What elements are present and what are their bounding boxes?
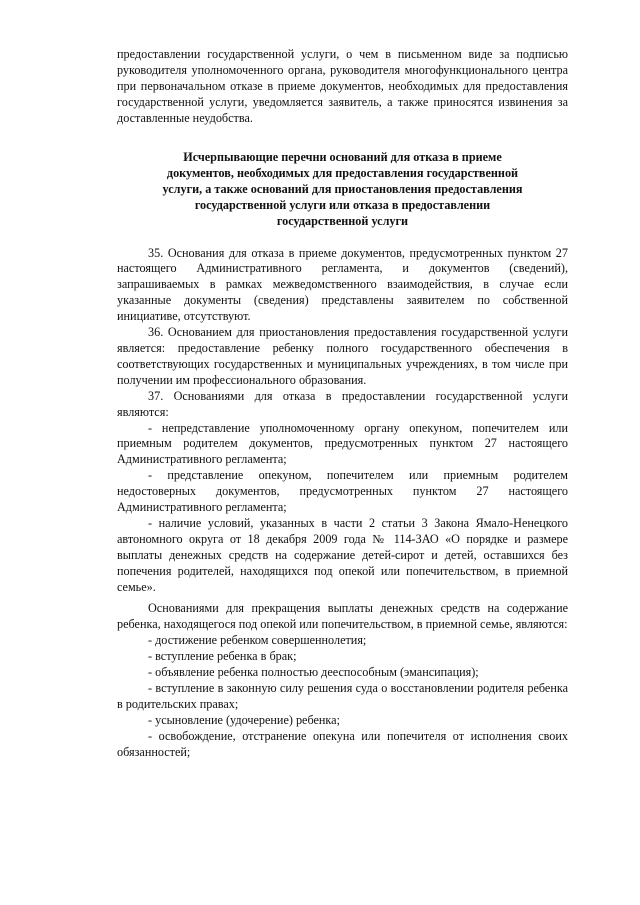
list-item-refusal: - непредставление уполномоченному органу опекуном, попечителем или приемным родителем документов, предусмотренных пунктом 27 настоящего Административного регламента;: [117, 420, 568, 467]
list-item-termination: - вступление ребенка в брак;: [148, 649, 297, 664]
heading-line: государственной услуги: [276, 213, 409, 228]
paragraph-36: 36. Основанием для приостановления предоставления государственной услуги является: предоставление ребенку полного государственного обеспечения в соответствующих государственных и муниципальных учреждениях, в том числе при получении им профессионального образования.: [117, 325, 568, 387]
section-heading: [117, 149, 568, 229]
paragraph-35: 35. Основания для отказа в приеме документов, предусмотренных пунктом 27 настоящего Административного регламента, и документов (сведений), запрашиваемых в рамках межведомственного взаимодействия, в случае если указанные документы (сведения) представлены заявителем по собственной инициативе, отсутствуют.: [117, 245, 568, 324]
heading-line: услуги, а также оснований для приостановления предоставления: [162, 181, 523, 196]
list-item-termination: - вступление в законную силу решения суда о восстановлении родителя ребенка в родительских правах;: [117, 681, 568, 711]
list-item-termination: - достижение ребенком совершеннолетия;: [148, 633, 367, 648]
termination-paragraph: Основаниями для прекращения выплаты денежных средств на содержание ребенка, находящегося под опекой или попечительством, в приемной семье, являются:: [117, 601, 568, 632]
list-item-termination: - усыновление (удочерение) ребенка;: [148, 712, 340, 727]
paragraph-37: 37. Основаниями для отказа в предоставлении государственной услуги являются:: [117, 388, 568, 419]
list-item-termination: - освобождение, отстранение опекуна или попечителя от исполнения своих обязанностей;: [117, 728, 568, 759]
list-item-refusal: - наличие условий, указанных в части 2 статьи 3 Закона Ямало-Ненецкого автономного округа от 18 декабря 2009 года № 114-ЗАО «О порядке и размере выплаты денежных средств на содержание детей-сирот и детей, оставшихся без попечения родителей, находящихся под опекой или попечительством, в приемной семье».: [117, 515, 568, 594]
intro-paragraph: предоставлении государственной услуги, о чем в письменном виде за подписью руководителя уполномоченного органа, руководителя многофункционального центра при первоначальном отказе в приеме документов, необходимых для предоставления государственной услуги, уведомляется заявитель, а также приносятся извинения за доставленные неудобства.: [117, 47, 568, 125]
heading-line: государственной услуги или отказа в предоставлении: [194, 197, 491, 212]
document-body: [117, 47, 568, 761]
list-item-termination: - объявление ребенка полностью дееспособным (эмансипация);: [148, 665, 479, 680]
list-item-refusal: - представление опекуном, попечителем или приемным родителем недостоверных документов, предусмотренных пунктом 27 настоящего Административного регламента;: [117, 468, 568, 515]
heading-line: Исчерпывающие перечни оснований для отказа в приеме: [183, 149, 502, 164]
heading-line: документов, необходимых для предоставления государственной: [166, 165, 519, 180]
